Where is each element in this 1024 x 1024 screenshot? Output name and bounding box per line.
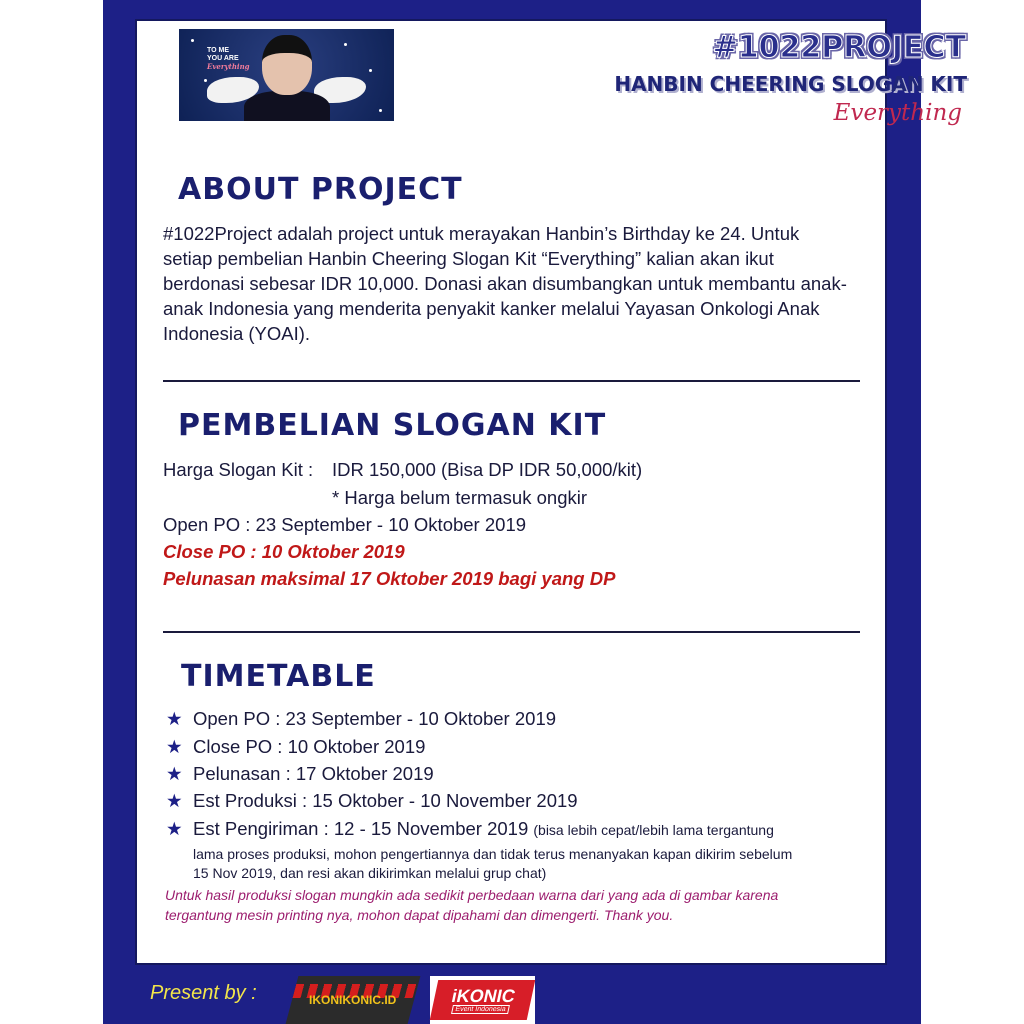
ikonic-event-logo: iKONIC Event Indonesia bbox=[430, 976, 535, 1024]
shipping-note: 15 Nov 2019, dan resi akan dikirimkan melalui grup chat) bbox=[193, 865, 547, 881]
about-heading: ABOUT PROJECT bbox=[178, 172, 463, 207]
divider bbox=[163, 631, 860, 633]
star-icon: ★ bbox=[166, 736, 183, 757]
divider bbox=[163, 380, 860, 382]
settlement-deadline: Pelunasan maksimal 17 Oktober 2019 bagi yang DP bbox=[163, 568, 616, 589]
figure-body bbox=[244, 91, 330, 121]
open-po: Open PO : 23 September - 10 Oktober 2019 bbox=[163, 514, 527, 535]
figure-face bbox=[262, 35, 312, 95]
ikonikonic-logo: IKONIKONIC.ID bbox=[286, 976, 421, 1024]
timetable-item: ★ Est Produksi : 15 Oktober - 10 November 2019 bbox=[166, 790, 578, 811]
timetable-item: ★ Close PO : 10 Oktober 2019 bbox=[166, 736, 426, 757]
banner-image bbox=[179, 29, 394, 121]
star-icon: ★ bbox=[166, 763, 183, 784]
disclaimer: tergantung mesin printing nya, mohon dapat dipahami dan dimengerti. Thank you. bbox=[165, 907, 674, 923]
star-icon: ★ bbox=[166, 790, 183, 811]
timetable-item: ★ Pelunasan : 17 Oktober 2019 bbox=[166, 763, 434, 784]
shipping-note: lama proses produksi, mohon pengertiannya dan tidak terus menanyakan kapan dikirim sebelum bbox=[193, 846, 793, 862]
kit-title: HANBIN CHEERING SLOGAN KIT bbox=[614, 72, 967, 96]
present-by-label: Present by : bbox=[150, 982, 257, 1004]
price-value: IDR 150,000 (Bisa DP IDR 50,000/kit) bbox=[332, 459, 643, 480]
banner-caption: TO ME YOU ARE Everything bbox=[207, 47, 250, 71]
timetable-item: ★ Est Pengiriman : 12 - 15 November 2019 (bisa lebih cepat/lebih lama tergantung bbox=[166, 818, 774, 839]
timetable-heading: TIMETABLE bbox=[181, 659, 376, 694]
price-label: Harga Slogan Kit : bbox=[163, 459, 314, 480]
timetable-item: ★ Open PO : 23 September - 10 Oktober 2019 bbox=[166, 708, 557, 729]
kit-subtitle: Everything bbox=[833, 100, 962, 126]
price-note: * Harga belum termasuk ongkir bbox=[332, 487, 587, 508]
purchase-heading: PEMBELIAN SLOGAN KIT bbox=[178, 408, 607, 443]
project-tag: #1022PROJECT bbox=[712, 30, 966, 65]
disclaimer: Untuk hasil produksi slogan mungkin ada sedikit perbedaan warna dari yang ada di gambar karena bbox=[165, 887, 779, 903]
close-po: Close PO : 10 Oktober 2019 bbox=[163, 541, 405, 562]
about-text: #1022Project adalah project untuk merayakan Hanbin’s Birthday ke 24. Untuk setiap pembelian Hanbin Cheering Slogan Kit “Everything” kalian akan ikut berdonasi sebesar IDR 10,000. Donasi akan disumbangkan untuk membantu anak-anak Indonesia yang menderita penyakit kanker melalui Yayasan Onkologi Anak Indonesia (YOAI). bbox=[163, 223, 847, 344]
star-icon: ★ bbox=[166, 708, 183, 729]
star-icon: ★ bbox=[166, 818, 183, 839]
